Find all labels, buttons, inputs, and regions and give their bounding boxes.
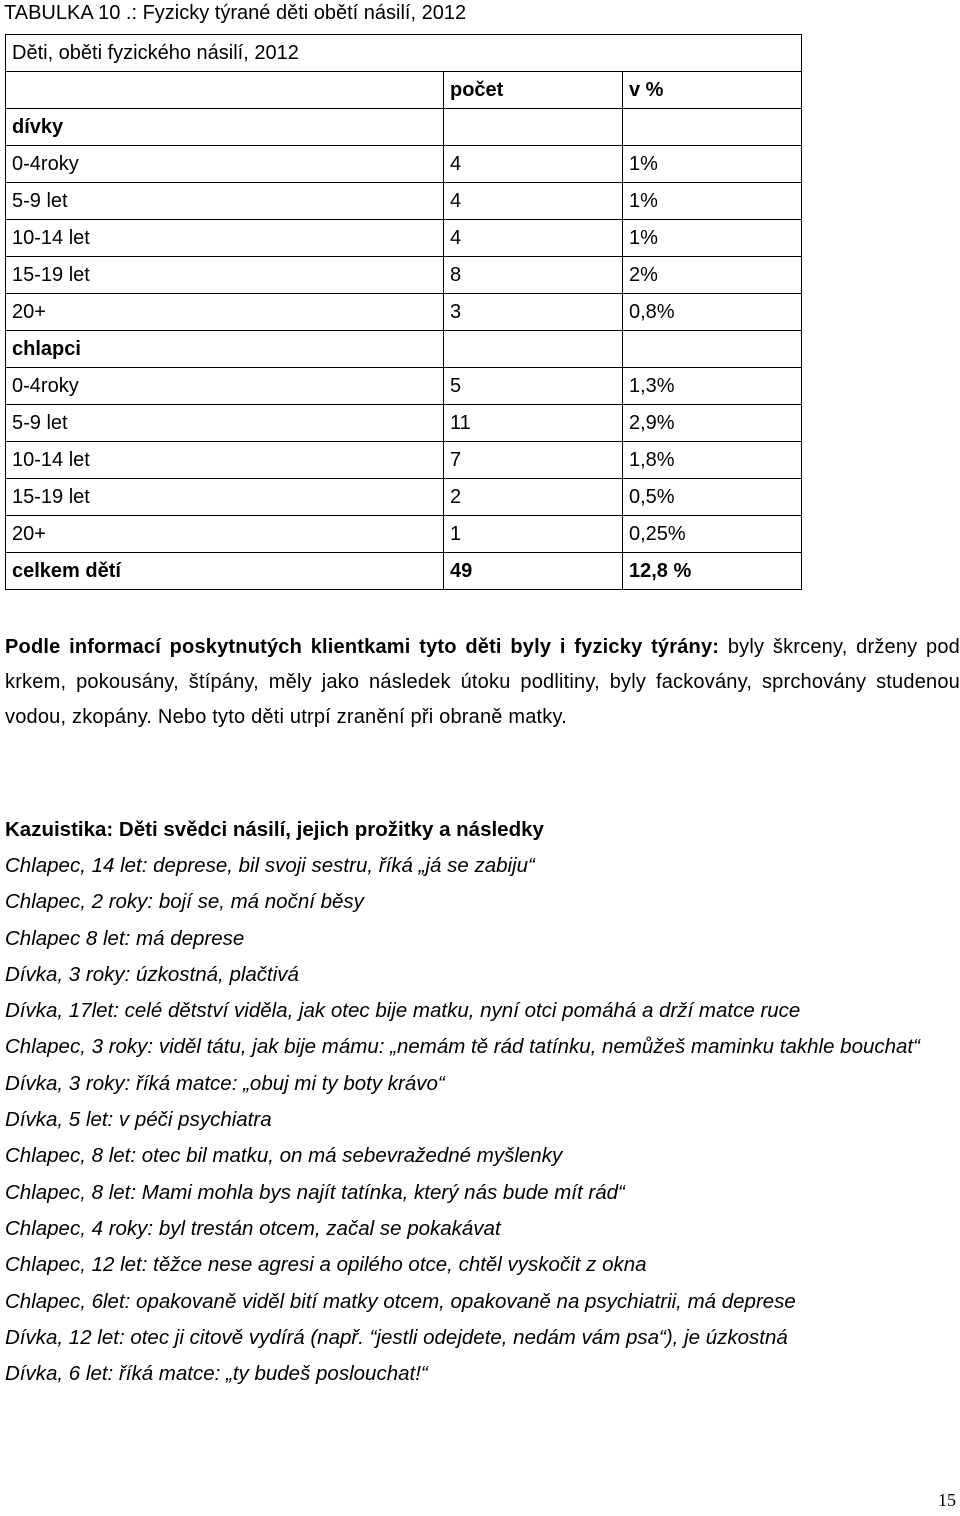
case-item: Dívka, 3 roky: úzkostná, plačtivá bbox=[5, 962, 299, 986]
table-row bbox=[6, 442, 802, 479]
summary-bold-lead: Podle informací poskytnutých klientkami tyto děti byly i fyzicky týrány: bbox=[5, 636, 720, 658]
table-title: Děti, oběti fyzického násilí, 2012 bbox=[6, 35, 802, 72]
header-count: počet bbox=[444, 72, 623, 109]
table-row bbox=[6, 183, 802, 220]
row-percent: 1,8% bbox=[623, 442, 802, 479]
summary-paragraph bbox=[5, 630, 960, 735]
row-label: 5-9 let bbox=[6, 183, 444, 220]
header-percent: v % bbox=[623, 72, 802, 109]
case-item: Chlapec, 3 roky: viděl tátu, jak bije mámu: „nemám tě rád tatínku, nemůžeš maminku takhle bouchat“ bbox=[5, 1035, 920, 1059]
table-row bbox=[6, 257, 802, 294]
row-percent: 0,25% bbox=[623, 516, 802, 553]
row-percent bbox=[623, 109, 802, 146]
row-count: 1 bbox=[444, 516, 623, 553]
row-percent: 1% bbox=[623, 183, 802, 220]
row-count bbox=[444, 109, 623, 146]
row-count: 49 bbox=[444, 553, 623, 590]
row-percent: 12,8 % bbox=[623, 553, 802, 590]
row-count bbox=[444, 331, 623, 368]
summary-text: byly škrceny, drženy pod krkem, pokousány, štípány, měly jako následek útoku podlitiny, byly fackovány, sprchovány studenou vodou, zkopány. Nebo tyto děti utrpí zranění při obraně matky. bbox=[5, 636, 960, 728]
table-caption: TABULKA 10 .: Fyzicky týrané děti obětí násilí, 2012 bbox=[4, 2, 467, 24]
row-label: chlapci bbox=[6, 331, 444, 368]
row-count: 4 bbox=[444, 146, 623, 183]
row-percent: 2,9% bbox=[623, 405, 802, 442]
row-count: 8 bbox=[444, 257, 623, 294]
row-percent: 2% bbox=[623, 257, 802, 294]
table-row bbox=[6, 146, 802, 183]
table-row bbox=[6, 479, 802, 516]
table-row bbox=[6, 109, 802, 146]
row-label: 10-14 let bbox=[6, 220, 444, 257]
case-item: Dívka, 17let: celé dětství viděla, jak otec bije matku, nyní otci pomáhá a drží matce ruce bbox=[5, 999, 801, 1023]
case-item: Dívka, 5 let: v péči psychiatra bbox=[5, 1108, 272, 1132]
row-label: 0-4roky bbox=[6, 146, 444, 183]
kazuistika-title: Kazuistika: Děti svědci násilí, jejich prožitky a následky bbox=[5, 818, 544, 841]
row-label: celkem dětí bbox=[6, 553, 444, 590]
table-row bbox=[6, 405, 802, 442]
row-label: 15-19 let bbox=[6, 257, 444, 294]
row-label: 5-9 let bbox=[6, 405, 444, 442]
row-label: 10-14 let bbox=[6, 442, 444, 479]
case-item: Chlapec, 6let: opakovaně viděl bití matky otcem, opakovaně na psychiatrii, má deprese bbox=[5, 1289, 796, 1313]
case-item: Chlapec, 4 roky: byl trestán otcem, začal se pokakávat bbox=[5, 1216, 501, 1240]
table-row bbox=[6, 220, 802, 257]
row-count: 4 bbox=[444, 183, 623, 220]
table-row bbox=[6, 553, 802, 590]
table-row bbox=[6, 294, 802, 331]
table-row bbox=[6, 516, 802, 553]
row-label: 20+ bbox=[6, 294, 444, 331]
statistics-table bbox=[5, 34, 802, 590]
row-count: 3 bbox=[444, 294, 623, 331]
row-count: 4 bbox=[444, 220, 623, 257]
page-number: 15 bbox=[938, 1490, 956, 1510]
table-row bbox=[6, 368, 802, 405]
case-item: Dívka, 6 let: říká matce: „ty budeš poslouchat!“ bbox=[5, 1362, 428, 1386]
row-label: dívky bbox=[6, 109, 444, 146]
row-percent: 1% bbox=[623, 220, 802, 257]
row-percent: 0,5% bbox=[623, 479, 802, 516]
case-item: Chlapec, 8 let: otec bil matku, on má sebevražedné myšlenky bbox=[5, 1144, 563, 1168]
table-row bbox=[6, 331, 802, 368]
header-empty bbox=[6, 72, 444, 109]
row-count: 7 bbox=[444, 442, 623, 479]
row-percent: 0,8% bbox=[623, 294, 802, 331]
row-count: 5 bbox=[444, 368, 623, 405]
case-list bbox=[5, 848, 960, 1392]
case-item: Chlapec, 14 let: deprese, bil svoji sestru, říká „já se zabiju“ bbox=[5, 854, 535, 877]
case-item: Dívka, 3 roky: říká matce: „obuj mi ty boty krávo“ bbox=[5, 1071, 445, 1095]
row-count: 2 bbox=[444, 479, 623, 516]
row-label: 15-19 let bbox=[6, 479, 444, 516]
case-item: Dívka, 12 let: otec ji citově vydírá (např. “jestli odejdete, nedám vám psa“), je úzkostná bbox=[5, 1325, 788, 1349]
row-label: 20+ bbox=[6, 516, 444, 553]
row-label: 0-4roky bbox=[6, 368, 444, 405]
row-percent: 1,3% bbox=[623, 368, 802, 405]
case-item: Chlapec, 2 roky: bojí se, má noční běsy bbox=[5, 890, 364, 914]
row-count: 11 bbox=[444, 405, 623, 442]
row-percent bbox=[623, 331, 802, 368]
case-item: Chlapec, 12 let: těžce nese agresi a opilého otce, chtěl vyskočit z okna bbox=[5, 1253, 647, 1277]
row-percent: 1% bbox=[623, 146, 802, 183]
case-item: Chlapec 8 let: má deprese bbox=[5, 926, 245, 950]
case-item: Chlapec, 8 let: Mami mohla bys najít tatínka, který nás bude mít rád“ bbox=[5, 1180, 625, 1204]
